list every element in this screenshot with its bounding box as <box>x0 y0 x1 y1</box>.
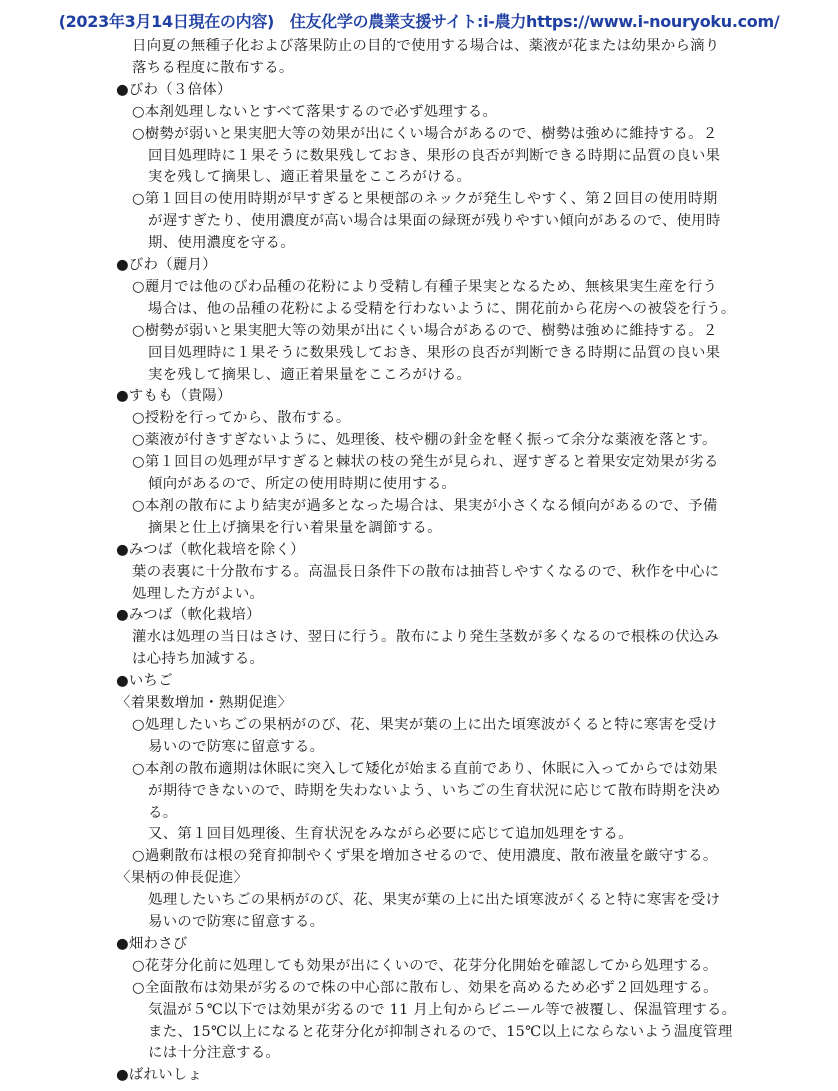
text-line: 摘果と仕上げ摘果を行い着果量を調節する。 <box>148 519 442 536</box>
text-line: 葉の表裏に十分散布する。高温長日条件下の散布は抽苔しやすくなるので、秋作を中心に <box>132 563 720 580</box>
section-heading: ●すもも（貴陽） <box>116 388 232 405</box>
bullet-item: ○第１回目の処理が早すぎると棘状の枝の発生が見られ、遅すぎると着果安定効果が劣る <box>132 454 719 471</box>
bullet-item: ○花芽分化前に処理しても効果が出にくいので、花芽分化開始を確認してから処理する。 <box>132 957 718 974</box>
text-line: 気温が５℃以下では効果が劣るので 11 月上旬からビニール等で被覆し、保温管理する。 <box>148 1001 737 1018</box>
section-heading: ●みつば（軟化栽培） <box>116 607 261 624</box>
text-line: 処理したいちごの果柄がのび、花、果実が葉の上に出た頃寒波がくると特に寒害を受け <box>148 892 721 909</box>
section-heading: ●ばれいしょ <box>116 1067 203 1084</box>
text-line: が遅すぎたり、使用濃度が高い場合は果面の緑斑が残りやすい傾向があるので、使用時 <box>148 213 721 230</box>
text-line: 又、第１回目処理後、生育状況をみながら必要に応じて追加処理をする。 <box>148 826 633 843</box>
subsection-heading: 〈着果数増加・熟期促進〉 <box>116 695 293 711</box>
text-line: 実を残して摘果し、適正着果量をこころがける。 <box>148 366 472 383</box>
text-line: 実を残して摘果し、適正着果量をこころがける。 <box>148 169 472 186</box>
bullet-item: ○樹勢が弱いと果実肥大等の効果が出にくい場合があるので、樹勢は強めに維持する。２ <box>132 125 718 142</box>
bullet-item: ○本剤の散布により結実が過多となった場合は、果実が小さくなる傾向があるので、予備 <box>132 497 718 514</box>
bullet-item: ○本剤処理しないとすべて落果するので必ず処理する。 <box>132 103 498 120</box>
text-line: 易いので防寒に留意する。 <box>148 914 325 930</box>
text-line: 日向夏の無種子化および落果防止の目的で使用する場合は、薬液が花または幼果から滴り <box>132 38 720 54</box>
section-heading: ●畑わさび <box>116 935 188 952</box>
section-heading: ●びわ（麗月） <box>116 257 218 273</box>
text-line: 易いので防寒に留意する。 <box>148 738 325 755</box>
text-line: 回目処理時に１果そうに数果残しておき、果形の良否が判断できる時期に品質の良い果 <box>148 147 721 164</box>
bullet-item: ○第１回目の使用時期が早すぎると果梗部のネックが発生しやすく、第２回目の使用時期 <box>132 191 718 208</box>
bullet-item: ○樹勢が弱いと果実肥大等の効果が出にくい場合があるので、樹勢は強めに維持する。２ <box>132 322 718 339</box>
subsection-heading: 〈果柄の伸長促進〉 <box>116 870 249 887</box>
section-heading: ●びわ（３倍体） <box>116 81 232 98</box>
text-line: 回目処理時に１果そうに数果残しておき、果形の良否が判断できる時期に品質の良い果 <box>148 344 721 361</box>
bullet-item: ○麗月では他のびわ品種の花粉により受精し有種子果実となるため、無核果実生産を行う <box>132 278 718 295</box>
text-line: る。 <box>148 804 178 821</box>
text-line: また、15℃以上になると花芽分化が抑制されるので、15℃以上にならないよう温度管理 <box>148 1023 733 1040</box>
site-header: (2023年3月14日現在の内容) 住友化学の農業支援サイト:i-農力https://www.i-nouryoku.com/ <box>58 12 780 31</box>
text-line: 場合は、他の品種の花粉による受精を行わないように、開花前から花房への被袋を行う。 <box>148 300 736 317</box>
bullet-item: ○過剰散布は根の発育抑制やくず果を増加させるので、使用濃度、散布液量を厳守する。 <box>132 848 718 865</box>
bullet-item: ○授粉を行ってから、散布する。 <box>132 410 351 427</box>
text-line: 灌水は処理の当日はさけ、翌日に行う。散布により発生茎数が多くなるので根株の伏込み <box>132 629 720 646</box>
text-line: 落ちる程度に散布する。 <box>132 59 294 76</box>
text-line: 期、使用濃度を守る。 <box>148 235 295 252</box>
text-line: は心持ち加減する。 <box>132 651 265 668</box>
bullet-item: ○処理したいちごの果柄がのび、花、果実が葉の上に出た頃寒波がくると特に寒害を受け <box>132 716 718 733</box>
text-line: 傾向があるので、所定の使用時期に使用する。 <box>148 476 457 492</box>
text-line: 処理した方がよい。 <box>132 585 265 602</box>
bullet-item: ○全面散布は効果が劣るので株の中心部に散布し、効果を高めるため必ず２回処理する。 <box>132 979 718 996</box>
text-line: には十分注意する。 <box>148 1045 281 1062</box>
text-line: が期待できないので、時期を失わないよう、いちごの生育状況に応じて散布時期を決め <box>148 782 721 799</box>
section-heading: ●みつば（軟化栽培を除く） <box>116 541 305 558</box>
bullet-item: ○薬液が付きすぎないように、処理後、枝や棚の針金を軽く振って余分な薬液を落とす。 <box>132 432 717 449</box>
bullet-item: ○本剤の散布適期は休眠に突入して矮化が始まる直前であり、休眠に入ってからでは効果 <box>132 760 718 777</box>
section-heading: ●いちご <box>116 673 173 690</box>
